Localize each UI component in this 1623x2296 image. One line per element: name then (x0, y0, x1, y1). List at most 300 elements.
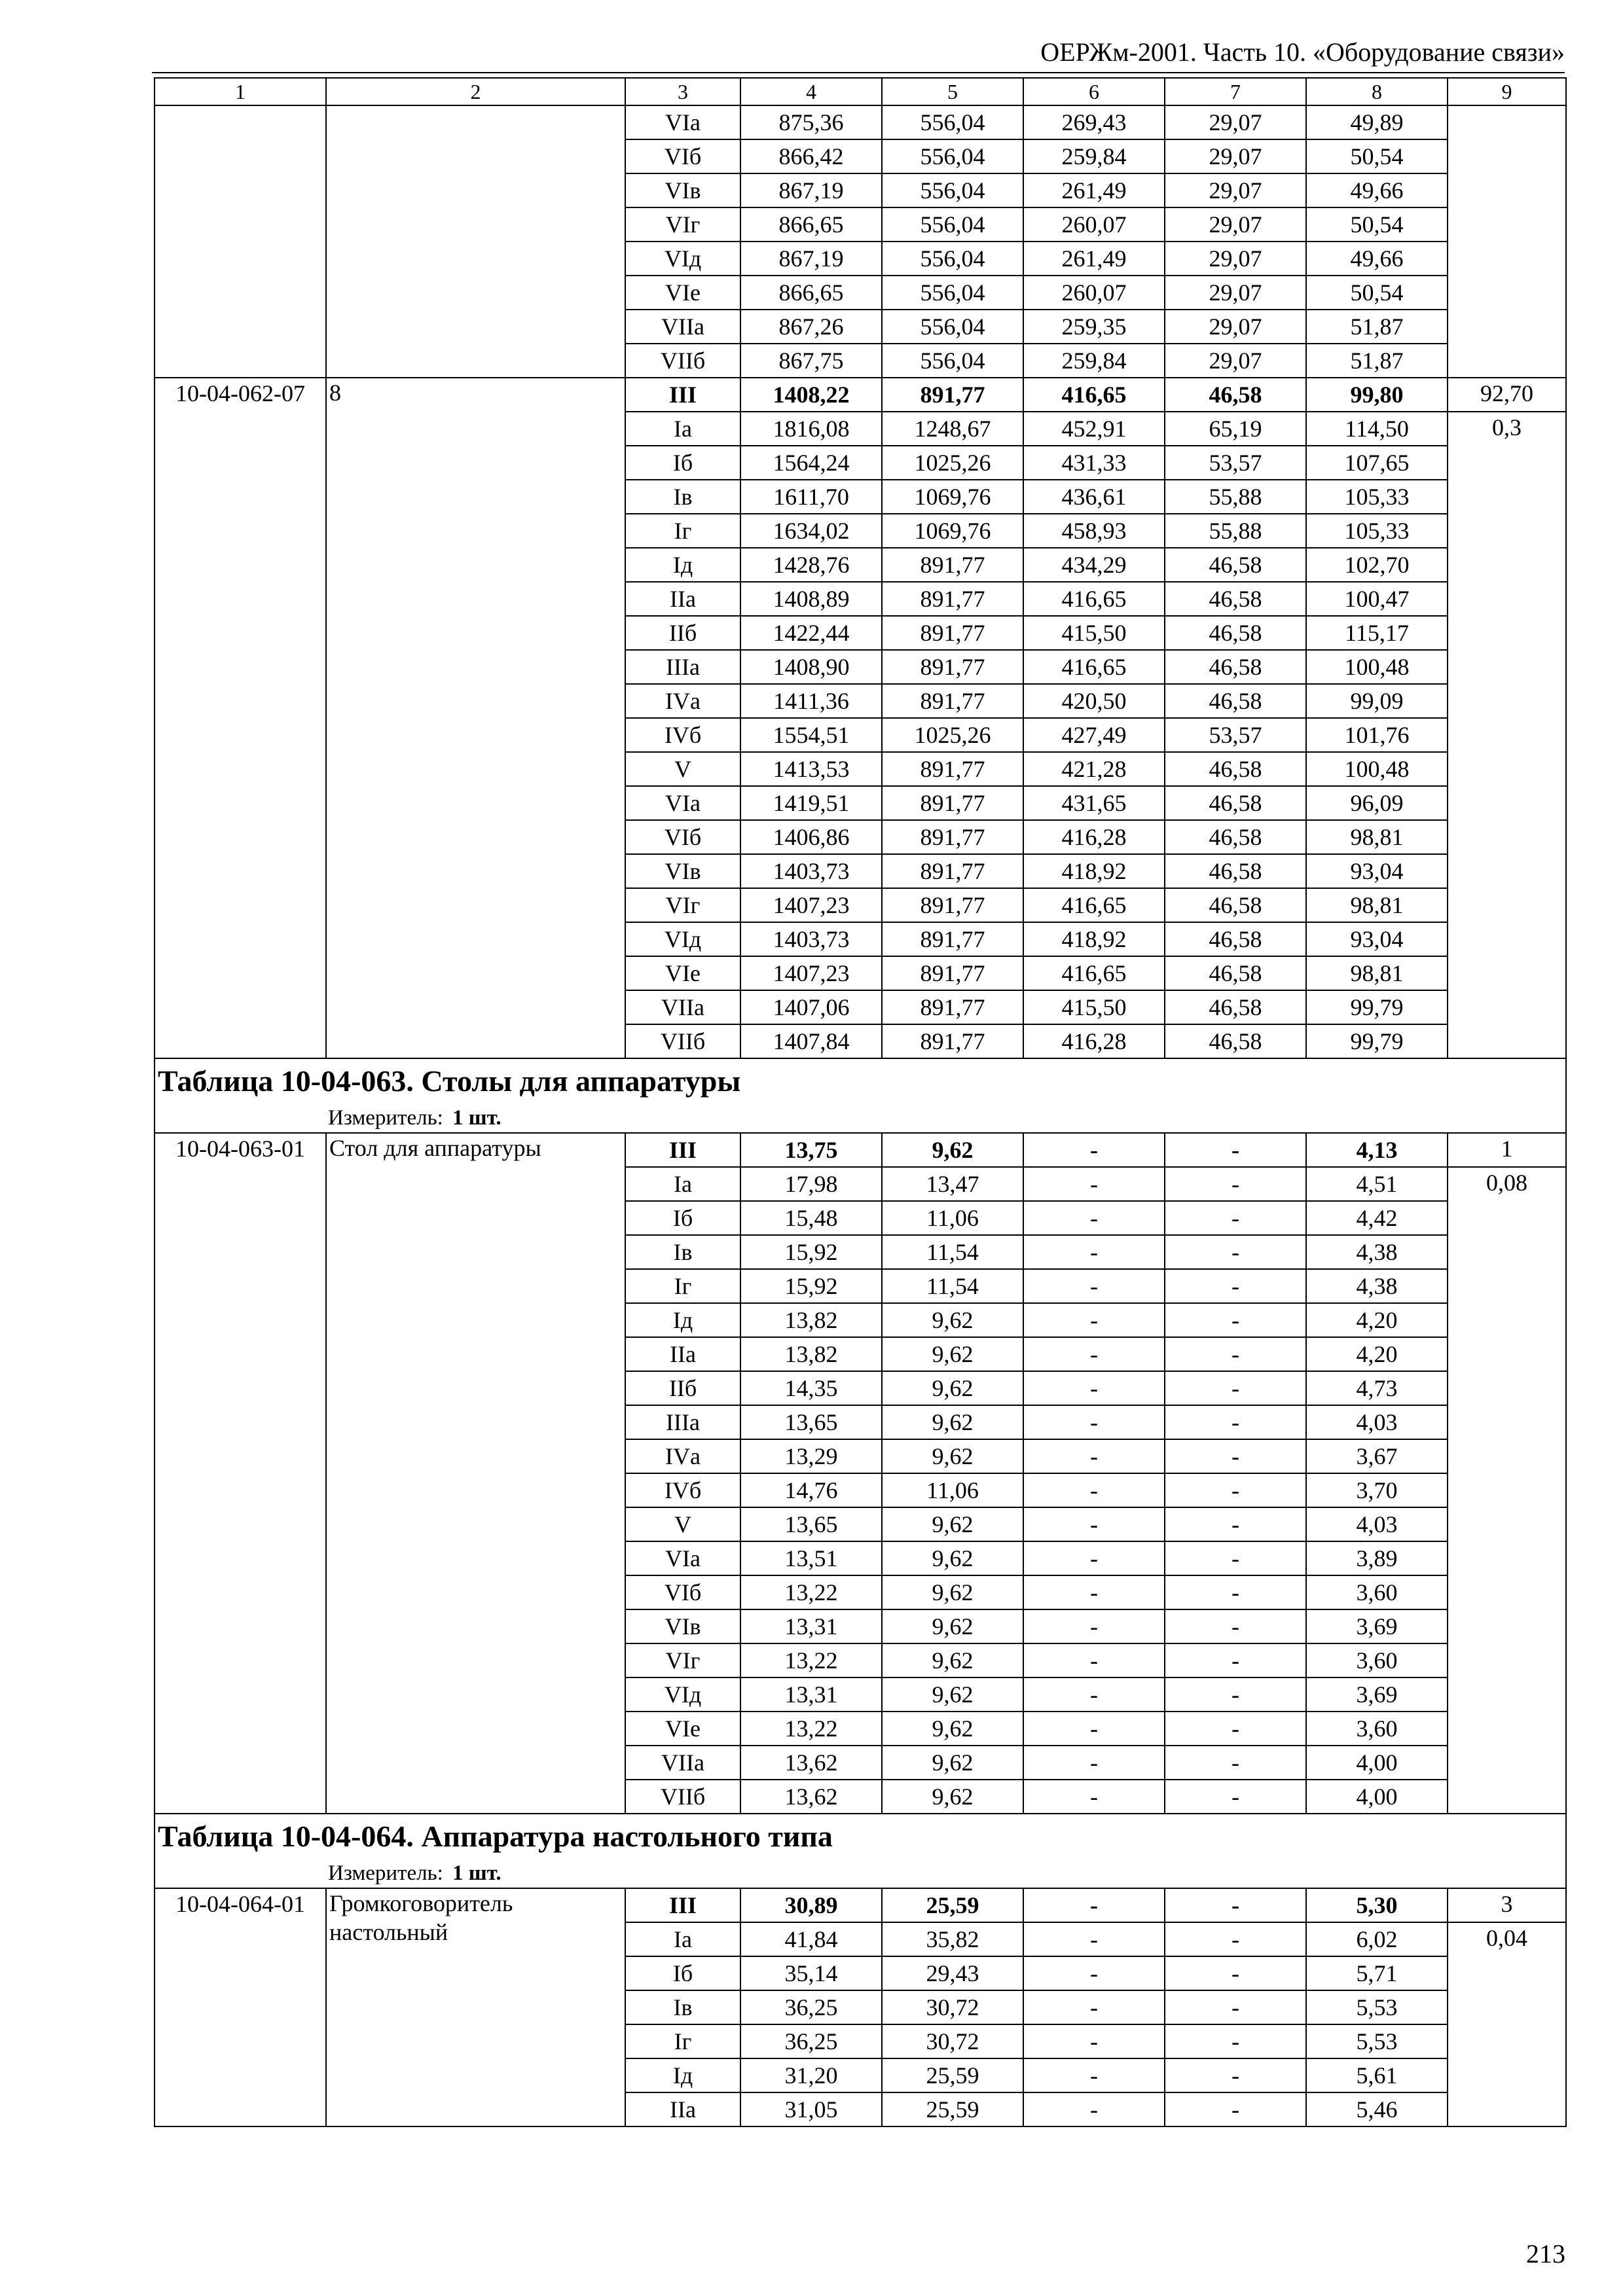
running-header: ОЕРЖм-2001. Часть 10. «Оборудование связи» (1040, 37, 1565, 67)
direct-costs-cell: 14,35 (740, 1371, 882, 1405)
rate-region-cell: IIб (625, 1371, 740, 1405)
machine-costs-cell: 431,65 (1023, 786, 1165, 820)
machinist-wages-cell: 53,57 (1165, 718, 1306, 752)
machine-costs-cell: - (1023, 1677, 1165, 1712)
table-title-row (155, 1058, 1566, 1103)
wages-cell: 9,62 (882, 1303, 1023, 1337)
machine-costs-cell: 418,92 (1023, 854, 1165, 888)
wages-cell: 891,77 (882, 956, 1023, 990)
machinist-wages-cell: 53,57 (1165, 446, 1306, 480)
machine-costs-cell: 416,65 (1023, 650, 1165, 684)
col9-cell: 92,70 (1448, 378, 1566, 412)
measurement-unit-row (155, 1859, 1566, 1888)
materials-cell: 5,61 (1306, 2058, 1448, 2092)
rate-region-cell: III (625, 1888, 740, 1922)
rate-region-cell: VIд (625, 1677, 740, 1712)
direct-costs-cell: 1428,76 (740, 548, 882, 582)
rate-region-cell: Iг (625, 514, 740, 548)
machinist-wages-cell: - (1165, 1712, 1306, 1746)
machinist-wages-cell: 29,07 (1165, 344, 1306, 378)
rate-region-cell: VIб (625, 139, 740, 173)
materials-cell: 3,89 (1306, 1541, 1448, 1575)
materials-cell: 4,00 (1306, 1746, 1448, 1780)
direct-costs-cell: 1611,70 (740, 480, 882, 514)
rate-region-cell: VIIа (625, 1746, 740, 1780)
materials-cell: 115,17 (1306, 616, 1448, 650)
wages-cell: 556,04 (882, 105, 1023, 139)
wages-cell: 13,47 (882, 1167, 1023, 1201)
code-cell (155, 105, 326, 378)
wages-cell: 556,04 (882, 242, 1023, 276)
machinist-wages-cell: - (1165, 1575, 1306, 1609)
rate-region-cell: Iг (625, 1269, 740, 1303)
rate-region-cell: Iб (625, 1956, 740, 1990)
wages-cell: 9,62 (882, 1575, 1023, 1609)
materials-cell: 4,20 (1306, 1303, 1448, 1337)
rate-region-cell: Iв (625, 1990, 740, 2024)
rate-region-cell: IIIа (625, 1405, 740, 1439)
machinist-wages-cell: - (1165, 1746, 1306, 1780)
column-number: 8 (1306, 78, 1448, 105)
direct-costs-cell: 1407,23 (740, 888, 882, 922)
machinist-wages-cell: - (1165, 1337, 1306, 1371)
machine-costs-cell: 261,49 (1023, 242, 1165, 276)
machinist-wages-cell: 46,58 (1165, 854, 1306, 888)
wages-cell: 9,62 (882, 1405, 1023, 1439)
machine-costs-cell: 260,07 (1023, 276, 1165, 310)
direct-costs-cell: 866,65 (740, 276, 882, 310)
machinist-wages-cell: 29,07 (1165, 276, 1306, 310)
machine-costs-cell: 260,07 (1023, 207, 1165, 242)
column-number: 6 (1023, 78, 1165, 105)
machinist-wages-cell: 55,88 (1165, 514, 1306, 548)
rate-region-cell: VIг (625, 888, 740, 922)
wages-cell: 891,77 (882, 548, 1023, 582)
machine-costs-cell: 416,65 (1023, 582, 1165, 616)
direct-costs-cell: 1422,44 (740, 616, 882, 650)
direct-costs-cell: 1816,08 (740, 412, 882, 446)
page-number: 213 (1526, 2239, 1565, 2269)
materials-cell: 51,87 (1306, 344, 1448, 378)
machine-costs-cell: - (1023, 1609, 1165, 1643)
unit-label: Измеритель: (328, 1106, 443, 1130)
direct-costs-cell: 31,20 (740, 2058, 882, 2092)
wages-cell: 11,06 (882, 1473, 1023, 1507)
direct-costs-cell: 36,25 (740, 1990, 882, 2024)
materials-cell: 5,30 (1306, 1888, 1448, 1922)
machine-costs-cell: - (1023, 1371, 1165, 1405)
materials-cell: 93,04 (1306, 854, 1448, 888)
column-number: 7 (1165, 78, 1306, 105)
machine-costs-cell: 269,43 (1023, 105, 1165, 139)
unit-label: Измеритель: (328, 1861, 443, 1885)
direct-costs-cell: 867,19 (740, 242, 882, 276)
materials-cell: 50,54 (1306, 276, 1448, 310)
materials-cell: 3,69 (1306, 1677, 1448, 1712)
rate-region-cell: IIб (625, 616, 740, 650)
materials-cell: 49,89 (1306, 105, 1448, 139)
machine-costs-cell: - (1023, 1269, 1165, 1303)
machinist-wages-cell: - (1165, 1922, 1306, 1956)
wages-cell: 1025,26 (882, 718, 1023, 752)
machinist-wages-cell: 46,58 (1165, 582, 1306, 616)
rate-region-cell: IVа (625, 684, 740, 718)
code-cell: 10-04-064-01 (155, 1888, 326, 2126)
machinist-wages-cell: - (1165, 1269, 1306, 1303)
machine-costs-cell: - (1023, 2058, 1165, 2092)
wages-cell: 556,04 (882, 139, 1023, 173)
machine-costs-cell: - (1023, 1167, 1165, 1201)
machinist-wages-cell: 46,58 (1165, 922, 1306, 956)
machine-costs-cell: - (1023, 1405, 1165, 1439)
machinist-wages-cell: - (1165, 1473, 1306, 1507)
machinist-wages-cell: 46,58 (1165, 684, 1306, 718)
rate-region-cell: VIд (625, 922, 740, 956)
direct-costs-cell: 1403,73 (740, 922, 882, 956)
table-row (155, 378, 1566, 412)
direct-costs-cell: 36,25 (740, 2024, 882, 2058)
col9-cell (1448, 105, 1566, 378)
machine-costs-cell: - (1023, 1133, 1165, 1167)
direct-costs-cell: 15,92 (740, 1235, 882, 1269)
direct-costs-cell: 866,42 (740, 139, 882, 173)
rate-region-cell: V (625, 752, 740, 786)
machinist-wages-cell: 29,07 (1165, 242, 1306, 276)
wages-cell: 891,77 (882, 650, 1023, 684)
materials-cell: 96,09 (1306, 786, 1448, 820)
materials-cell: 98,81 (1306, 820, 1448, 854)
machinist-wages-cell: 46,58 (1165, 616, 1306, 650)
machine-costs-cell: - (1023, 1439, 1165, 1473)
machinist-wages-cell: 46,58 (1165, 786, 1306, 820)
machine-costs-cell: 431,33 (1023, 446, 1165, 480)
rate-region-cell: VIе (625, 1712, 740, 1746)
materials-cell: 100,48 (1306, 650, 1448, 684)
materials-cell: 4,00 (1306, 1780, 1448, 1814)
table-row (155, 1888, 1566, 1922)
rate-region-cell: Iд (625, 2058, 740, 2092)
direct-costs-cell: 13,22 (740, 1712, 882, 1746)
rate-region-cell: VIв (625, 854, 740, 888)
column-number-row (155, 78, 1566, 105)
col9-cell: 1 (1448, 1133, 1566, 1167)
direct-costs-cell: 15,48 (740, 1201, 882, 1235)
rate-region-cell: Iа (625, 412, 740, 446)
direct-costs-cell: 1407,84 (740, 1024, 882, 1058)
materials-cell: 4,03 (1306, 1405, 1448, 1439)
machinist-wages-cell: - (1165, 1888, 1306, 1922)
wages-cell: 9,62 (882, 1712, 1023, 1746)
unit-value: 1 шт. (452, 1861, 501, 1885)
measurement-unit-row (155, 1103, 1566, 1133)
materials-cell: 4,42 (1306, 1201, 1448, 1235)
machine-costs-cell: 418,92 (1023, 922, 1165, 956)
rate-region-cell: VIIб (625, 1024, 740, 1058)
unit-value: 1 шт. (452, 1106, 501, 1130)
machinist-wages-cell: - (1165, 1371, 1306, 1405)
rate-region-cell: VIв (625, 173, 740, 207)
rate-region-cell: VIIб (625, 1780, 740, 1814)
materials-cell: 114,50 (1306, 412, 1448, 446)
rate-region-cell: III (625, 378, 740, 412)
machine-costs-cell: - (1023, 1507, 1165, 1541)
column-number: 5 (882, 78, 1023, 105)
rate-region-cell: IVб (625, 1473, 740, 1507)
name-cell: Громкоговоритель настольный (326, 1888, 625, 2126)
direct-costs-cell: 41,84 (740, 1922, 882, 1956)
direct-costs-cell: 13,29 (740, 1439, 882, 1473)
wages-cell: 891,77 (882, 378, 1023, 412)
rate-region-cell: IIIа (625, 650, 740, 684)
wages-cell: 30,72 (882, 1990, 1023, 2024)
machine-costs-cell: 261,49 (1023, 173, 1165, 207)
machine-costs-cell: 415,50 (1023, 990, 1165, 1024)
materials-cell: 105,33 (1306, 480, 1448, 514)
direct-costs-cell: 14,76 (740, 1473, 882, 1507)
rate-region-cell: VIб (625, 1575, 740, 1609)
wages-cell: 891,77 (882, 922, 1023, 956)
direct-costs-cell: 13,62 (740, 1746, 882, 1780)
direct-costs-cell: 1408,90 (740, 650, 882, 684)
direct-costs-cell: 867,19 (740, 173, 882, 207)
materials-cell: 100,47 (1306, 582, 1448, 616)
col9-cell: 0,08 (1448, 1167, 1566, 1814)
machinist-wages-cell: - (1165, 1507, 1306, 1541)
direct-costs-cell: 1413,53 (740, 752, 882, 786)
name-cell (326, 105, 625, 378)
wages-cell: 891,77 (882, 1024, 1023, 1058)
machine-costs-cell: - (1023, 1541, 1165, 1575)
direct-costs-cell: 30,89 (740, 1888, 882, 1922)
machine-costs-cell: - (1023, 1337, 1165, 1371)
direct-costs-cell: 1411,36 (740, 684, 882, 718)
direct-costs-cell: 13,31 (740, 1677, 882, 1712)
wages-cell: 11,54 (882, 1269, 1023, 1303)
machinist-wages-cell: 46,58 (1165, 888, 1306, 922)
wages-cell: 891,77 (882, 820, 1023, 854)
wages-cell: 25,59 (882, 1888, 1023, 1922)
table-title: Таблица 10-04-064. Аппаратура настольного типа (155, 1814, 1566, 1859)
direct-costs-cell: 867,26 (740, 310, 882, 344)
machinist-wages-cell: 29,07 (1165, 139, 1306, 173)
direct-costs-cell: 867,75 (740, 344, 882, 378)
materials-cell: 98,81 (1306, 956, 1448, 990)
direct-costs-cell: 13,82 (740, 1337, 882, 1371)
direct-costs-cell: 13,62 (740, 1780, 882, 1814)
column-number: 4 (740, 78, 882, 105)
machine-costs-cell: 416,65 (1023, 956, 1165, 990)
wages-cell: 891,77 (882, 888, 1023, 922)
direct-costs-cell: 1406,86 (740, 820, 882, 854)
machine-costs-cell: - (1023, 1990, 1165, 2024)
direct-costs-cell: 1554,51 (740, 718, 882, 752)
direct-costs-cell: 1407,23 (740, 956, 882, 990)
wages-cell: 9,62 (882, 1337, 1023, 1371)
wages-cell: 29,43 (882, 1956, 1023, 1990)
machinist-wages-cell: - (1165, 1439, 1306, 1473)
materials-cell: 4,51 (1306, 1167, 1448, 1201)
wages-cell: 891,77 (882, 684, 1023, 718)
rate-region-cell: VIа (625, 786, 740, 820)
rate-region-cell: VIг (625, 1643, 740, 1677)
machine-costs-cell: 416,28 (1023, 820, 1165, 854)
machinist-wages-cell: 29,07 (1165, 105, 1306, 139)
materials-cell: 4,03 (1306, 1507, 1448, 1541)
rate-region-cell: VIд (625, 242, 740, 276)
direct-costs-cell: 13,82 (740, 1303, 882, 1337)
materials-cell: 107,65 (1306, 446, 1448, 480)
direct-costs-cell: 1403,73 (740, 854, 882, 888)
rate-region-cell: Iб (625, 446, 740, 480)
col9-cell: 3 (1448, 1888, 1566, 1922)
rate-region-cell: IVа (625, 1439, 740, 1473)
direct-costs-cell: 13,75 (740, 1133, 882, 1167)
rate-region-cell: Iа (625, 1922, 740, 1956)
machine-costs-cell: - (1023, 1303, 1165, 1337)
wages-cell: 556,04 (882, 276, 1023, 310)
rate-region-cell: IVб (625, 718, 740, 752)
rate-region-cell: Iв (625, 1235, 740, 1269)
materials-cell: 3,70 (1306, 1473, 1448, 1507)
materials-cell: 4,20 (1306, 1337, 1448, 1371)
machinist-wages-cell: 65,19 (1165, 412, 1306, 446)
machine-costs-cell: 452,91 (1023, 412, 1165, 446)
direct-costs-cell: 1408,89 (740, 582, 882, 616)
machinist-wages-cell: - (1165, 1643, 1306, 1677)
wages-cell: 9,62 (882, 1439, 1023, 1473)
rate-region-cell: VIб (625, 820, 740, 854)
wages-cell: 891,77 (882, 990, 1023, 1024)
column-number: 2 (326, 78, 625, 105)
wages-cell: 25,59 (882, 2092, 1023, 2126)
rate-region-cell: IIа (625, 582, 740, 616)
code-cell: 10-04-062-07 (155, 378, 326, 1058)
machine-costs-cell: 415,50 (1023, 616, 1165, 650)
machine-costs-cell: - (1023, 1746, 1165, 1780)
wages-cell: 9,62 (882, 1609, 1023, 1643)
rate-region-cell: IIа (625, 1337, 740, 1371)
rate-region-cell: VIг (625, 207, 740, 242)
name-cell: Стол для аппаратуры (326, 1133, 625, 1814)
machine-costs-cell: 259,35 (1023, 310, 1165, 344)
materials-cell: 5,71 (1306, 1956, 1448, 1990)
materials-cell: 5,46 (1306, 2092, 1448, 2126)
materials-cell: 98,81 (1306, 888, 1448, 922)
machine-costs-cell: - (1023, 1575, 1165, 1609)
machine-costs-cell: 416,28 (1023, 1024, 1165, 1058)
direct-costs-cell: 13,22 (740, 1643, 882, 1677)
materials-cell: 101,76 (1306, 718, 1448, 752)
wages-cell: 891,77 (882, 616, 1023, 650)
machinist-wages-cell: 46,58 (1165, 990, 1306, 1024)
machinist-wages-cell: 46,58 (1165, 650, 1306, 684)
direct-costs-cell: 875,36 (740, 105, 882, 139)
wages-cell: 9,62 (882, 1746, 1023, 1780)
wages-cell: 11,54 (882, 1235, 1023, 1269)
rate-region-cell: VIIа (625, 310, 740, 344)
machinist-wages-cell: - (1165, 2058, 1306, 2092)
wages-cell: 30,72 (882, 2024, 1023, 2058)
col9-cell: 0,04 (1448, 1922, 1566, 2126)
table-row (155, 1133, 1566, 1167)
machine-costs-cell: - (1023, 1956, 1165, 1990)
wages-cell: 35,82 (882, 1922, 1023, 1956)
direct-costs-cell: 13,65 (740, 1507, 882, 1541)
wages-cell: 9,62 (882, 1643, 1023, 1677)
materials-cell: 50,54 (1306, 139, 1448, 173)
wages-cell: 891,77 (882, 786, 1023, 820)
materials-cell: 99,79 (1306, 990, 1448, 1024)
machinist-wages-cell: - (1165, 1990, 1306, 2024)
machinist-wages-cell: 46,58 (1165, 752, 1306, 786)
wages-cell: 11,06 (882, 1201, 1023, 1235)
machinist-wages-cell: - (1165, 1167, 1306, 1201)
machine-costs-cell: - (1023, 2024, 1165, 2058)
rate-region-cell: VIе (625, 956, 740, 990)
machine-costs-cell: - (1023, 1643, 1165, 1677)
machinist-wages-cell: 29,07 (1165, 310, 1306, 344)
materials-cell: 4,38 (1306, 1269, 1448, 1303)
machine-costs-cell: - (1023, 1712, 1165, 1746)
wages-cell: 9,62 (882, 1507, 1023, 1541)
wages-cell: 9,62 (882, 1371, 1023, 1405)
rates-table (154, 77, 1567, 2127)
materials-cell: 3,69 (1306, 1609, 1448, 1643)
direct-costs-cell: 15,92 (740, 1269, 882, 1303)
wages-cell: 891,77 (882, 582, 1023, 616)
rate-region-cell: VIа (625, 105, 740, 139)
wages-cell: 556,04 (882, 173, 1023, 207)
materials-cell: 5,53 (1306, 2024, 1448, 2058)
direct-costs-cell: 1408,22 (740, 378, 882, 412)
column-number: 3 (625, 78, 740, 105)
machinist-wages-cell: - (1165, 1201, 1306, 1235)
machine-costs-cell: - (1023, 1888, 1165, 1922)
wages-cell: 9,62 (882, 1541, 1023, 1575)
name-cell: 8 (326, 378, 625, 1058)
machinist-wages-cell: 46,58 (1165, 548, 1306, 582)
machinist-wages-cell: - (1165, 1541, 1306, 1575)
wages-cell: 891,77 (882, 854, 1023, 888)
machine-costs-cell: 259,84 (1023, 139, 1165, 173)
wages-cell: 1069,76 (882, 514, 1023, 548)
direct-costs-cell: 13,65 (740, 1405, 882, 1439)
machinist-wages-cell: 46,58 (1165, 1024, 1306, 1058)
rate-region-cell: VIIа (625, 990, 740, 1024)
machine-costs-cell: 436,61 (1023, 480, 1165, 514)
table-title-row (155, 1814, 1566, 1859)
wages-cell: 556,04 (882, 344, 1023, 378)
wages-cell: 9,62 (882, 1677, 1023, 1712)
wages-cell: 9,62 (882, 1133, 1023, 1167)
materials-cell: 100,48 (1306, 752, 1448, 786)
materials-cell: 5,53 (1306, 1990, 1448, 2024)
machinist-wages-cell: - (1165, 1235, 1306, 1269)
machinist-wages-cell: - (1165, 1133, 1306, 1167)
wages-cell: 556,04 (882, 207, 1023, 242)
materials-cell: 93,04 (1306, 922, 1448, 956)
column-number: 1 (155, 78, 326, 105)
materials-cell: 4,38 (1306, 1235, 1448, 1269)
code-cell: 10-04-063-01 (155, 1133, 326, 1814)
rate-region-cell: IIа (625, 2092, 740, 2126)
rate-region-cell: V (625, 1507, 740, 1541)
measurement-unit (155, 1103, 1566, 1133)
materials-cell: 6,02 (1306, 1922, 1448, 1956)
machine-costs-cell: - (1023, 1473, 1165, 1507)
machinist-wages-cell: - (1165, 1609, 1306, 1643)
materials-cell: 50,54 (1306, 207, 1448, 242)
